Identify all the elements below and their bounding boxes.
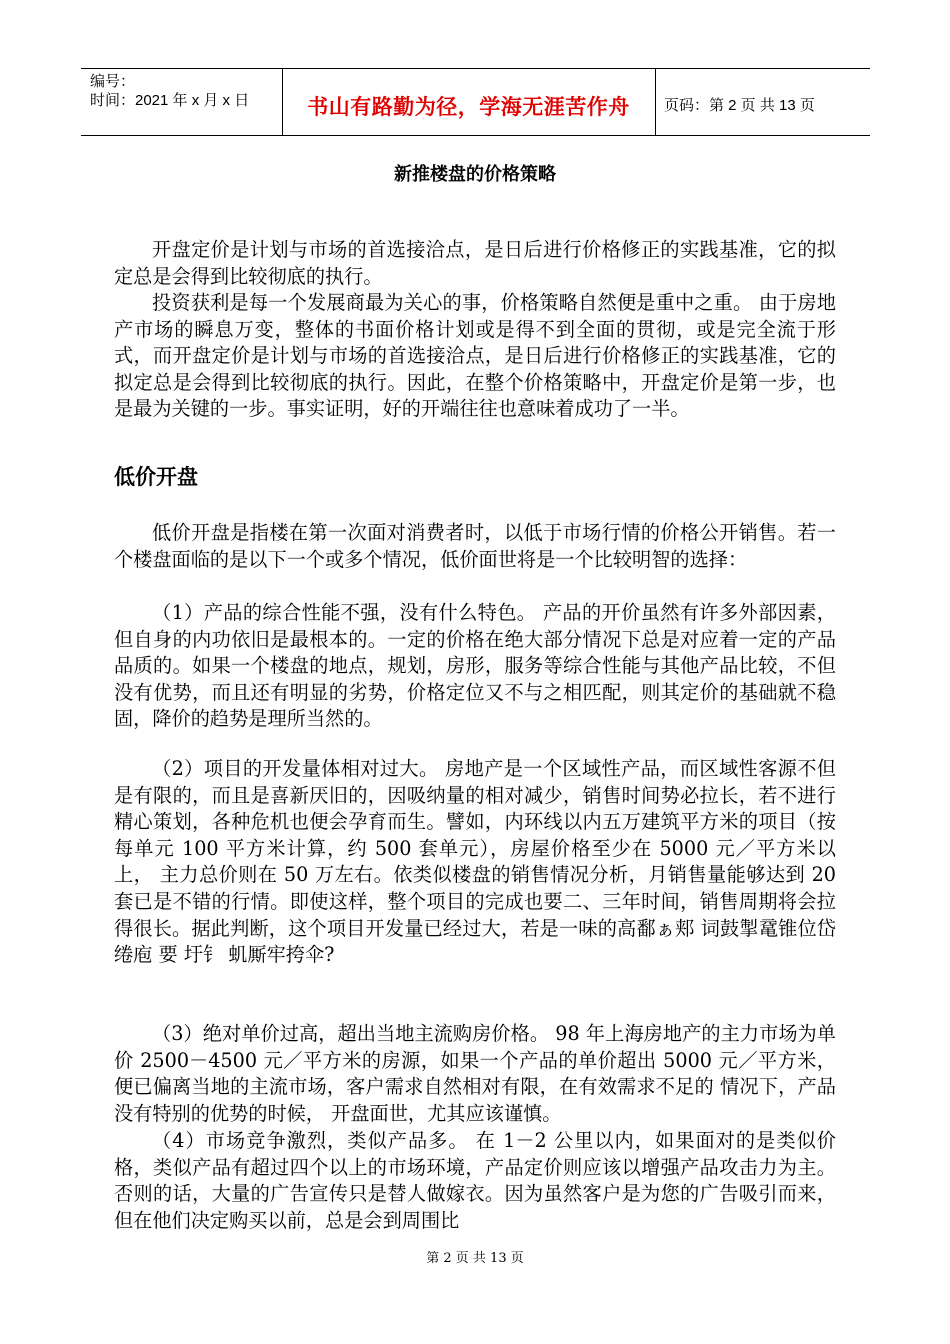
document-number-label: 编号： — [90, 73, 136, 90]
section-paragraph: （3）绝对单价过高，超出当地主流购房价格。 98 年上海房地产的主力市场为单价 2500－4500 元／平方米的房源，如果一个产品的单价超出 5000 元／平方米，便已偏离当地的主流市场，客户需求自然相对有限，在有效需求不足的 情况下，产品没有特别的优势的时候， 开盘面世，尤其应该谨慎。 — [114, 1022, 836, 1125]
section-heading: 低价开盘 — [114, 465, 198, 489]
header-page-info: 页码：第 2 页 共 13 页 — [664, 97, 815, 114]
header-motto: 书山有路勤为径，学海无涯苦作舟 — [307, 95, 630, 119]
intro-paragraph: 开盘定价是计划与市场的首选接洽点，是日后进行价格修正的实践基准，它的拟定总是会得到比较彻底的执行。 — [114, 238, 836, 288]
section-paragraph: （4）市场竞争激烈，类似产品多。 在 1－2 公里以内，如果面对的是类似价格，类似产品有超过四个以上的市场环境，产品定价则应该以增强产品攻击力为主。否则的话，大量的广告宣传只是替人做嫁衣。因为虽然客户是为您的广告吸引而来，但在他们决定购买以前，总是会到周围比 — [114, 1129, 836, 1232]
header-separator-right — [655, 68, 656, 136]
header-rule-top — [81, 68, 870, 69]
section-paragraph: （1）产品的综合性能不强，没有什么特色。 产品的开价虽然有许多外部因素，但自身的内功依旧是最根本的。一定的价格在绝大部分情况下总是对应着一定的产品品质的。如果一个楼盘的地点，规划，房形，服务等综合性能与其他产品比较，不但没有优势，而且还有明显的劣势，价格定位又不与之相匹配，则其定价的基础就不稳固，降价的趋势是理所当然的。 — [114, 601, 836, 731]
section-paragraph: （2）项目的开发量体相对过大。 房地产是一个区域性产品，而区域性客源不但是有限的，而且是喜新厌旧的，因吸纳量的相对减少，销售时间势必拉长，若不进行精心策划，各种危机也便会孕育而生。譬如，内环线以内五万建筑平方米的项目（按每单元 100 平方米计算，约 500 套单元），房屋价格至少在 5000 元／平方米以上， 主力总价则在 50 万左右。依类似楼盘的销售情况分析，月销售量能够达到 20 套已是不错的行情。即使这样，整个项目的完成也要二、三年时间，销售周期将会拉得很长。据此判断，这个项目开发量已经过大，若是一味的高鄱ぁ郏 词鼓掣鼋锥位岱绻庖 要 圩钅 虮厮牢挎伞? — [114, 757, 836, 967]
page-footer: 第 2 页 共 13 页 — [426, 1251, 524, 1266]
document-title: 新推楼盘的价格策略 — [394, 164, 556, 185]
intro-paragraph: 投资获利是每一个发展商最为关心的事，价格策略自然便是重中之重。 由于房地产市场的瞬息万变，整体的书面价格计划或是得不到全面的贯彻，或是完全流于形式，而开盘定价是计划与市场的首选接洽点，是日后进行价格修正的实践基准，它的拟定总是会得到比较彻底的执行。因此，在整个价格策略中，开盘定价是第一步，也是最为关键的一步。事实证明，好的开端往往也意味着成功了一半。 — [114, 291, 836, 421]
document-time-label: 时间：2021 年 x 月 x 日 — [90, 92, 250, 109]
header-meta — [90, 72, 249, 110]
header-rule-bottom — [81, 135, 870, 136]
section-paragraph: 低价开盘是指楼在第一次面对消费者时，以低于市场行情的价格公开销售。若一个楼盘面临的是以下一个或多个情况，低价面世将是一个比较明智的选择： — [114, 521, 836, 571]
